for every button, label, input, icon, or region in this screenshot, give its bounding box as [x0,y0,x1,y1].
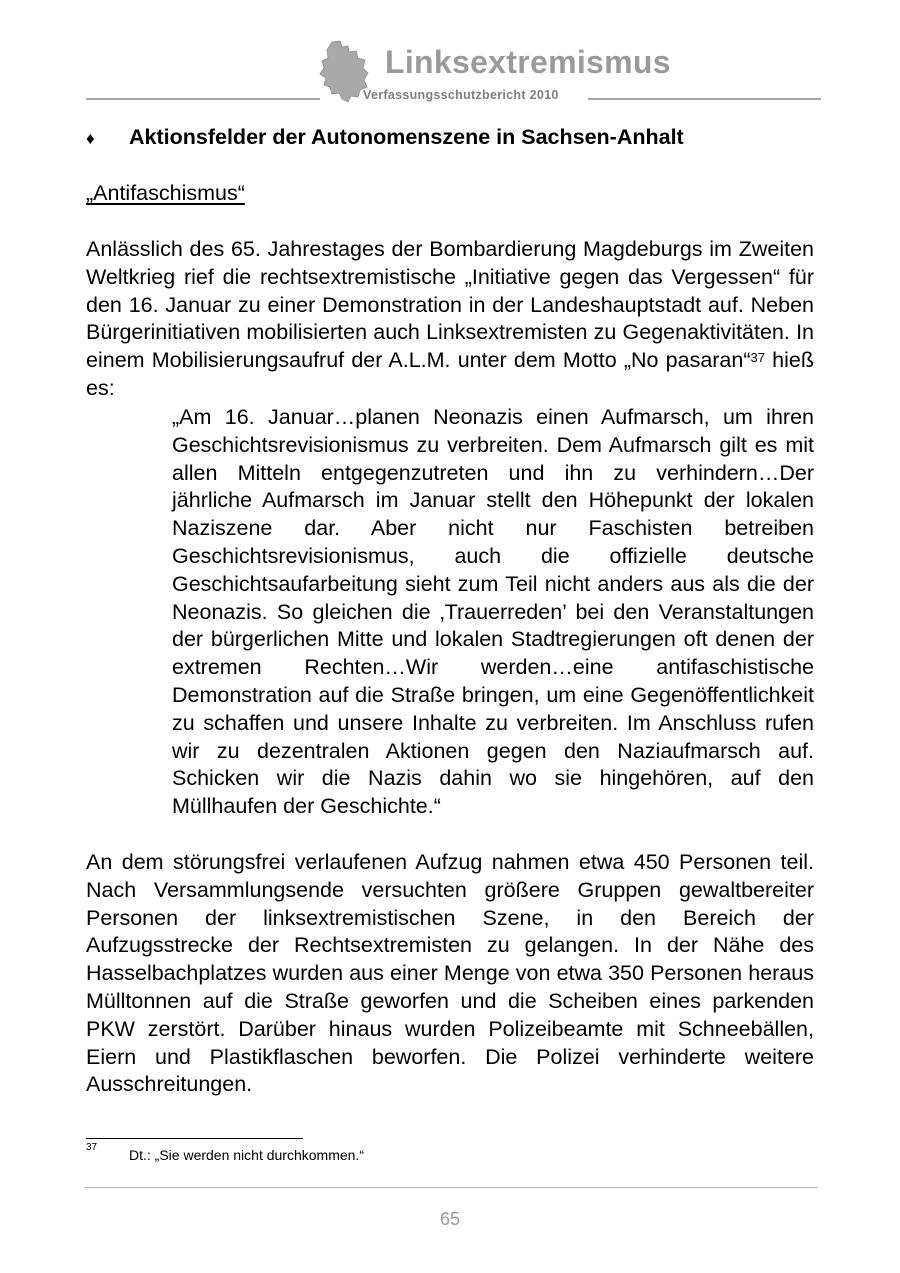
diamond-bullet-icon: ♦ [86,129,95,148]
footnote-separator [86,1138,303,1139]
header-rule-right [588,98,821,100]
header-rule-left [86,98,320,100]
section-heading-text: Aktionsfelder der Autonomenszene in Sachsen-Anhalt [129,125,684,149]
paragraph-intro [86,236,814,403]
footnote-text: Dt.: „Sie werden nicht durchkommen.“ [129,1147,364,1163]
section-heading [86,125,826,150]
subheading: „Antifaschismus“ [86,181,245,205]
header-subtitle: Verfassungsschutzbericht 2010 [363,88,559,102]
block-quote: „Am 16. Januar…planen Neonazis einen Aufmarsch, um ihren Geschichtsrevisionismus zu verbreiten. Dem Aufmarsch gilt es mit allen Mitteln entgegenzutreten und ihn zu verhindern…Der jährliche Aufmarsch im Januar stellt den Höhepunkt der lokalen Naziszene dar. Aber nicht nur Faschisten betreiben Geschichtsrevisionismus, auch die offizielle deutsche Geschichtsaufarbeitung sieht zum Teil nicht anders aus als die der Neonazis. So gleichen die ‚Trauerreden’ bei den Veranstaltungen der bürgerlichen Mitte und lokalen Stadtregierungen oft denen der extremen Rechten…Wir werden…eine antifaschistische Demonstration auf die Straße bringen, um eine Gegenöffentlichkeit zu schaffen und unsere Inhalte zu verbreiten. Im Anschluss rufen wir zu dezentralen Aktionen gegen den Naziaufmarsch auf. Schicken wir die Nazis dahin wo sie hingehören, auf den Müllhaufen der Geschichte.“ [172,405,814,819]
paragraph-intro-text: Anlässlich des 65. Jahrestages der Bombardierung Magdeburgs im Zweiten Weltkrieg rief die rechtsextremistische „Initiative gegen das Vergessen“ für den 16. Januar zu einer Demonstration in der Landeshauptstadt auf. Neben Bürgerinitiativen mobilisierten auch Linksextremisten zu Gegenaktivitäten. In einem Mobilisierungsaufruf der A.L.M. unter dem Motto „No pasaran“ [86,237,814,373]
footer-rule [84,1187,818,1188]
paragraph-outcome: An dem störungsfrei verlaufenen Aufzug nahmen etwa 450 Personen teil. Nach Versammlungsende versuchten größere Gruppen gewaltbereiter Personen der linksextremistischen Szene, in den Bereich der Aufzugsstrecke der Rechtsextremisten zu gelangen. In der Nähe des Hasselbachplatzes wurden aus einer Menge von etwa 350 Personen heraus Mülltonnen auf die Straße geworfen und die Scheiben eines parkenden PKW zerstört. Darüber hinaus wurden Polizeibeamte mit Schneebällen, Eiern und Plastikflaschen beworfen. Die Polizei verhinderte weitere Ausschreitungen. [86,850,814,1097]
page-number: 65 [439,1209,461,1229]
header-title: Linksextremismus [385,44,671,80]
footnote-reference[interactable]: 37 [750,350,765,366]
footnote-number: 37 [86,1142,98,1153]
paragraph-intro-text-after: hieß es: [86,348,814,400]
page-header [0,0,900,110]
